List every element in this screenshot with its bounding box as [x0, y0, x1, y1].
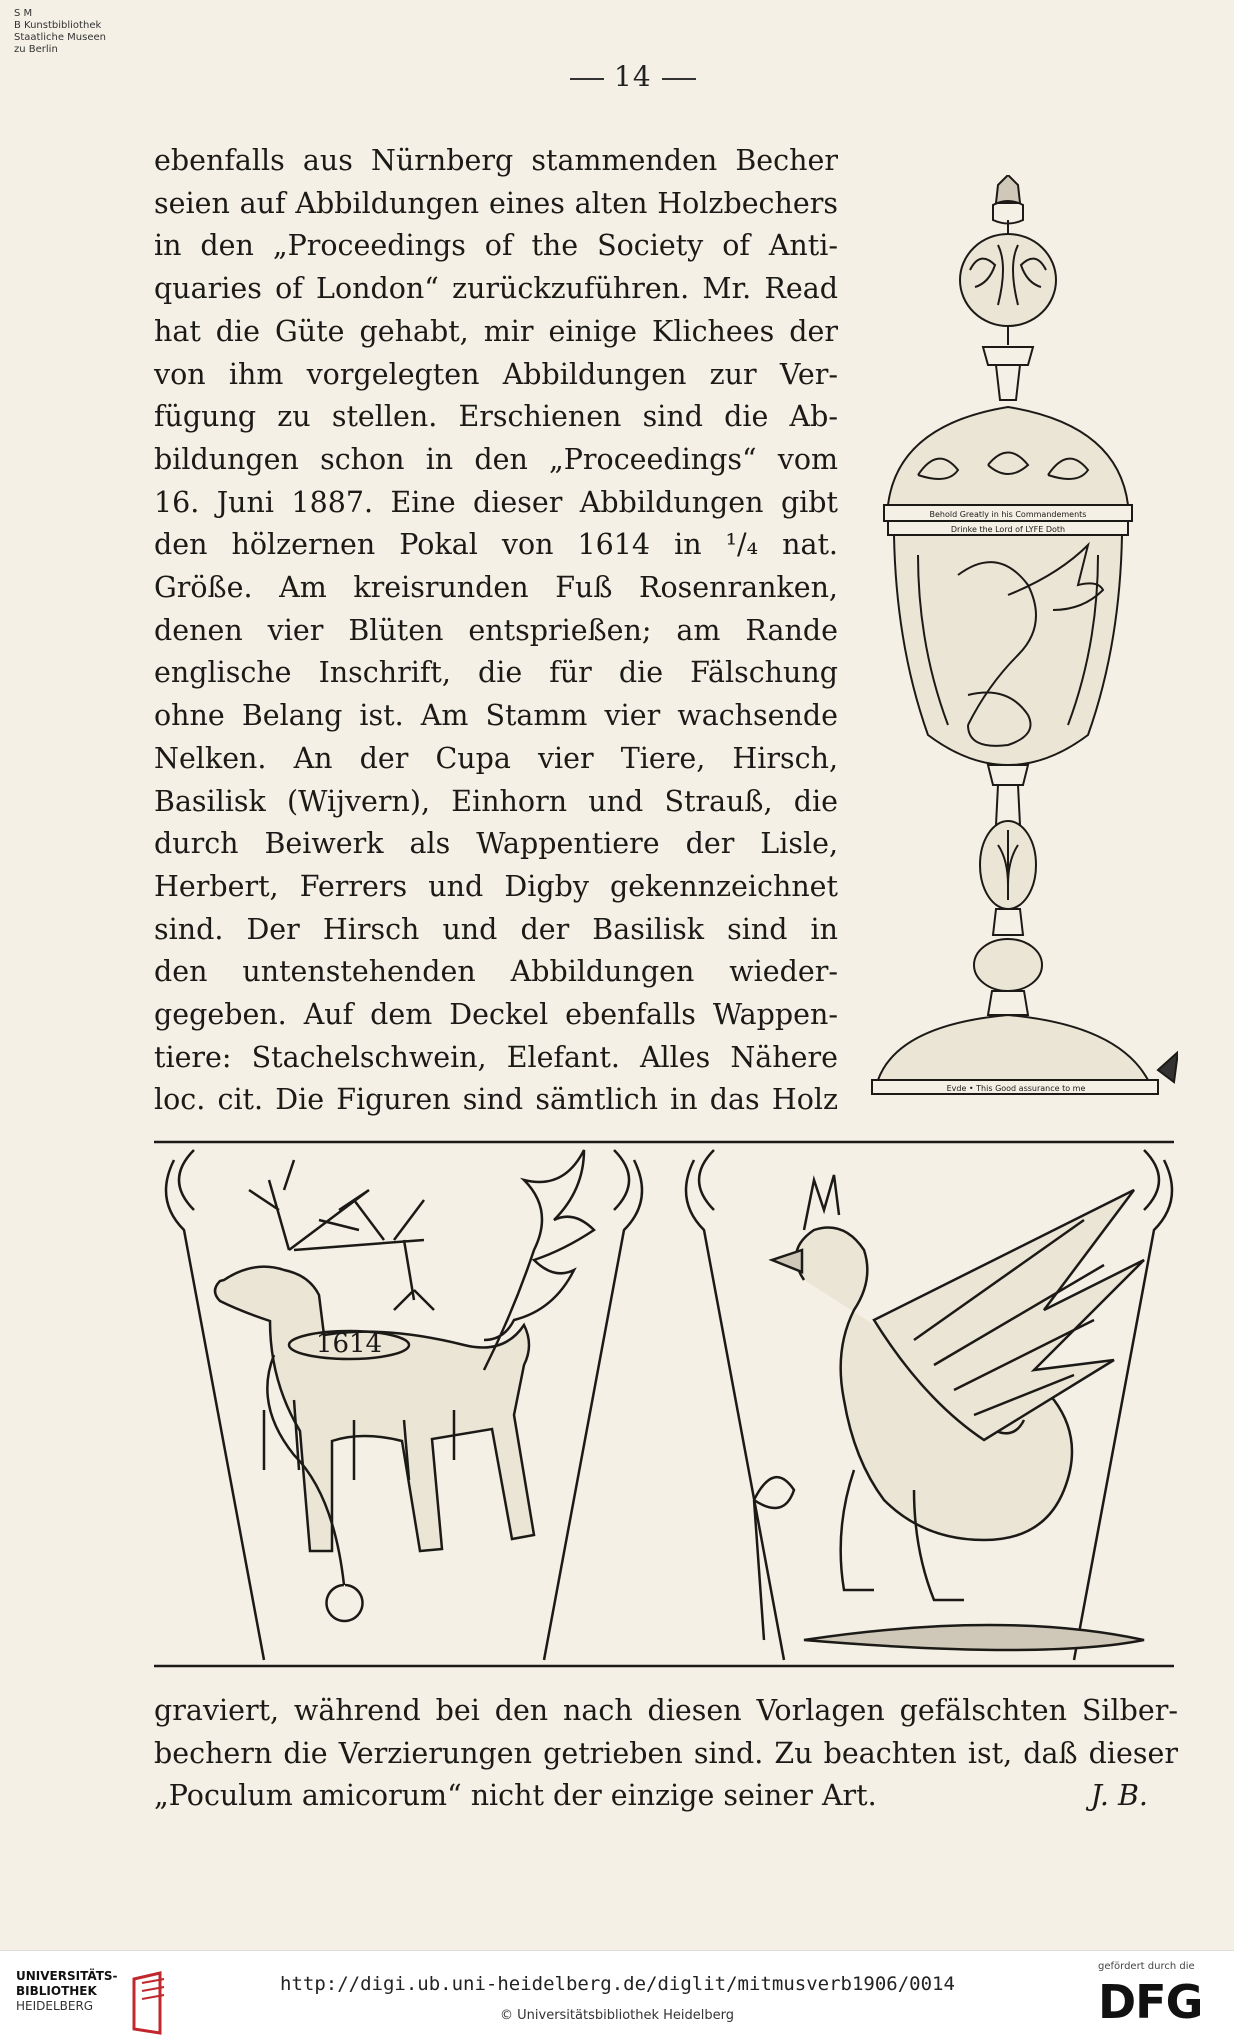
- institution-line: HEIDELBERG: [16, 1999, 94, 2013]
- goblet-inscription-foot: Evde • This Good assurance to me: [946, 1084, 1086, 1093]
- text-line: seien auf Abbildungen eines alten Holzbechers: [154, 186, 838, 220]
- caption-text: [154, 1690, 1178, 1818]
- text-line: sind. Der Hirsch und der Basilisk sind in: [154, 912, 838, 946]
- text-line: „Poculum amicorum“ nicht der einzige seiner Art.: [154, 1779, 877, 1813]
- text-line: quaries of London“ zurückzuführen. Mr. Read: [154, 272, 838, 306]
- text-line: ebenfalls aus Nürnberg stammenden Becher: [154, 144, 838, 177]
- stag-engraving: [215, 1150, 594, 1621]
- text-line: tiere: Stachelschwein, Elefant. Alles Nähere: [154, 1040, 838, 1074]
- permalink-url[interactable]: http://digi.ub.uni-heidelberg.de/diglit/mitmusverb1906/0014: [280, 1973, 955, 1995]
- text-line: Herbert, Ferrers und Digby gekennzeichnet: [154, 869, 838, 903]
- text-line: loc. cit. Die Figuren sind sämtlich in das Holz: [154, 1083, 838, 1117]
- text-line: ohne Belang ist. Am Stamm vier wachsende: [154, 699, 838, 733]
- page-number: [560, 60, 760, 93]
- signature: J. B.: [1090, 1779, 1148, 1813]
- text-line: in den „Proceedings of the Society of Anti-: [154, 229, 838, 263]
- text-line: englische Inschrift, die für die Fälschung: [154, 656, 838, 690]
- stamp-line: Staatliche Museen: [14, 32, 106, 43]
- text-line: graviert, während bei den nach diesen Vorlagen gefälschten Silber-: [154, 1694, 1178, 1727]
- goblet-inscription-mid: Drinke the Lord of LYFE Doth: [950, 525, 1066, 534]
- body-text: [154, 140, 838, 1122]
- library-emblem-icon: [124, 1971, 174, 2037]
- text-line: denen vier Blüten entsprießen; am Rande: [154, 613, 838, 647]
- dfg-logo[interactable]: DFG: [1098, 1975, 1203, 2029]
- text-line: durch Beiwerk als Wappentiere der Lisle,: [154, 827, 838, 861]
- institution-line: BIBLIOTHEK: [16, 1984, 97, 1998]
- dash-left: [570, 78, 604, 80]
- text-line: gegeben. Auf dem Deckel ebenfalls Wappen-: [154, 998, 838, 1032]
- goblet-inscription-top: Behold Greatly in his Commandements: [929, 510, 1087, 519]
- left-panel-frame: [166, 1160, 264, 1660]
- text-line: Nelken. An der Cupa vier Tiere, Hirsch,: [154, 741, 838, 775]
- university-library-logo[interactable]: [16, 1969, 118, 2014]
- text-line: den hölzernen Pokal von 1614 in ¹/₄ nat.: [154, 528, 838, 562]
- text-line: den untenstehenden Abbildungen wieder-: [154, 955, 838, 989]
- text-line: 16. Juni 1887. Eine dieser Abbildungen gibt: [154, 485, 838, 519]
- dash-right: [662, 78, 696, 80]
- stamp-line: B Kunstbibliothek: [14, 20, 102, 31]
- text-line: Basilisk (Wijvern), Einhorn und Strauß, die: [154, 784, 838, 818]
- goblet-illustration: [858, 175, 1178, 1105]
- stamp-line: S M: [14, 8, 33, 19]
- copyright-notice: © Universitätsbibliothek Heidelberg: [500, 2008, 735, 2023]
- page-number-value: 14: [614, 60, 652, 93]
- library-stamp: [14, 8, 144, 56]
- funding-note: gefördert durch die: [1098, 1961, 1195, 1972]
- institution-line: UNIVERSITÄTS-: [16, 1969, 118, 1983]
- text-line: Größe. Am kreisrunden Fuß Rosenranken,: [154, 571, 838, 605]
- text-line: bechern die Verzierungen getrieben sind. Zu beachten ist, daß dieser: [154, 1736, 1178, 1770]
- engraving-plates: [154, 1140, 1174, 1680]
- text-line: fügung zu stellen. Erschienen sind die Ab-: [154, 400, 838, 434]
- text-line: von ihm vorgelegten Abbildungen zur Ver-: [154, 357, 838, 391]
- basilisk-engraving: [754, 1175, 1144, 1650]
- year-label: 1614: [315, 1329, 383, 1359]
- text-line: bildungen schon in den „Proceedings“ vom: [154, 442, 838, 476]
- text-line: hat die Güte gehabt, mir einige Klichees der: [154, 314, 838, 348]
- footer-bar: [0, 1950, 1234, 2038]
- stamp-line: zu Berlin: [14, 44, 58, 55]
